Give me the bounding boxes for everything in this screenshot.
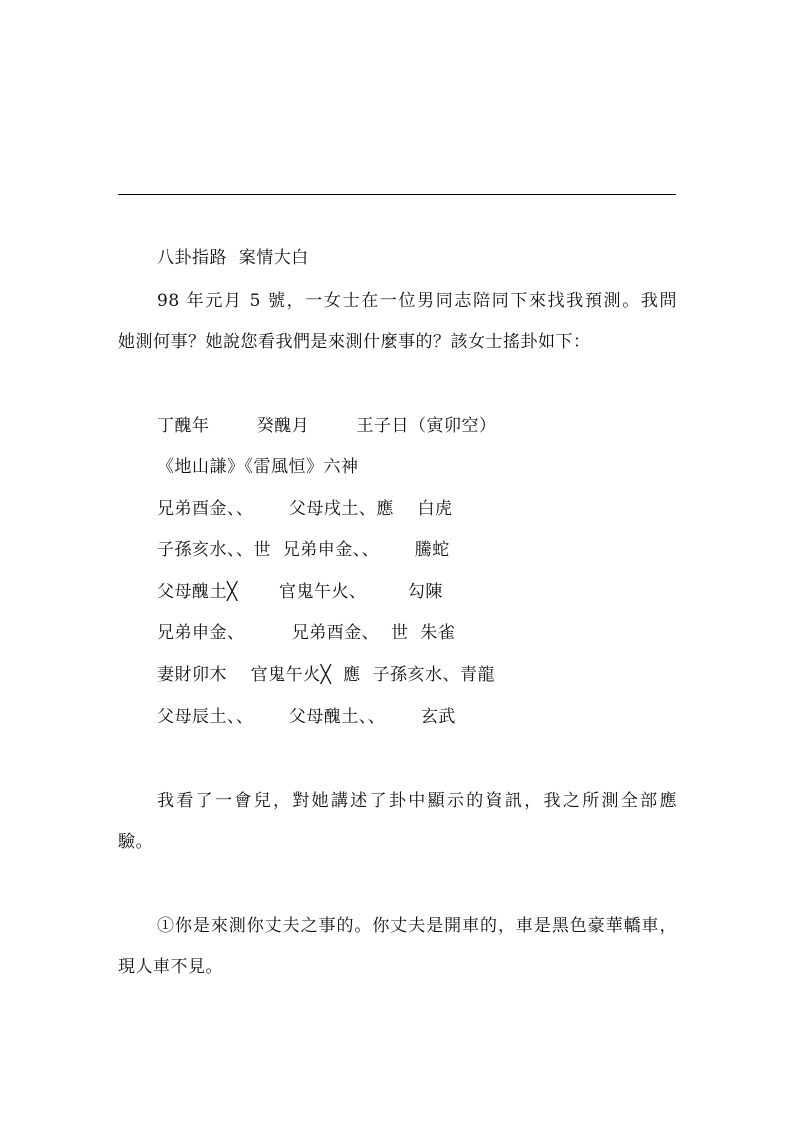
- paragraph-3-line-1: ①你是來測你丈夫之事的。你丈夫是開車的，車是黑色豪華轎車，: [157, 916, 677, 936]
- date-line: 丁醜年 癸醜月 王子日（寅卯空）: [157, 416, 497, 436]
- yao-line: 父母辰土、、 父母醜土、、 玄武: [157, 707, 456, 727]
- yao-line: 兄弟酉金、、 父母戌土、應 白虎: [157, 499, 453, 519]
- yao-line: 兄弟申金、 兄弟酉金、 世 朱雀: [157, 623, 456, 643]
- intro-line-2: 她測何事？她說您看我們是來測什麼事的？該女士搖卦如下：: [118, 332, 591, 352]
- intro-line-1: 98 年元月 5 號，一女士在一位男同志陪同下來找我預測。我問: [157, 291, 677, 311]
- paragraph-3-line-2: 現人車不見。: [118, 957, 223, 977]
- paragraph-2-line-2: 驗。: [118, 832, 153, 852]
- yao-line: 子孫亥水、、世 兄弟申金、、 騰蛇: [157, 540, 450, 560]
- paragraph-2-line-1: 我看了一會兒，對她講述了卦中顯示的資訊，我之所測全部應: [157, 791, 677, 811]
- yao-line: 父母醜土╳ 官鬼午火、 勾陳: [157, 582, 443, 602]
- yao-line: 妻財卯木 官鬼午火╳ 應 子孫亥水、青龍: [157, 665, 495, 685]
- header-divider: [118, 194, 676, 195]
- hexagram-names: 《地山謙》《雷風恒》六神: [157, 457, 359, 477]
- article-title: 八卦指路 案情大白: [157, 248, 309, 268]
